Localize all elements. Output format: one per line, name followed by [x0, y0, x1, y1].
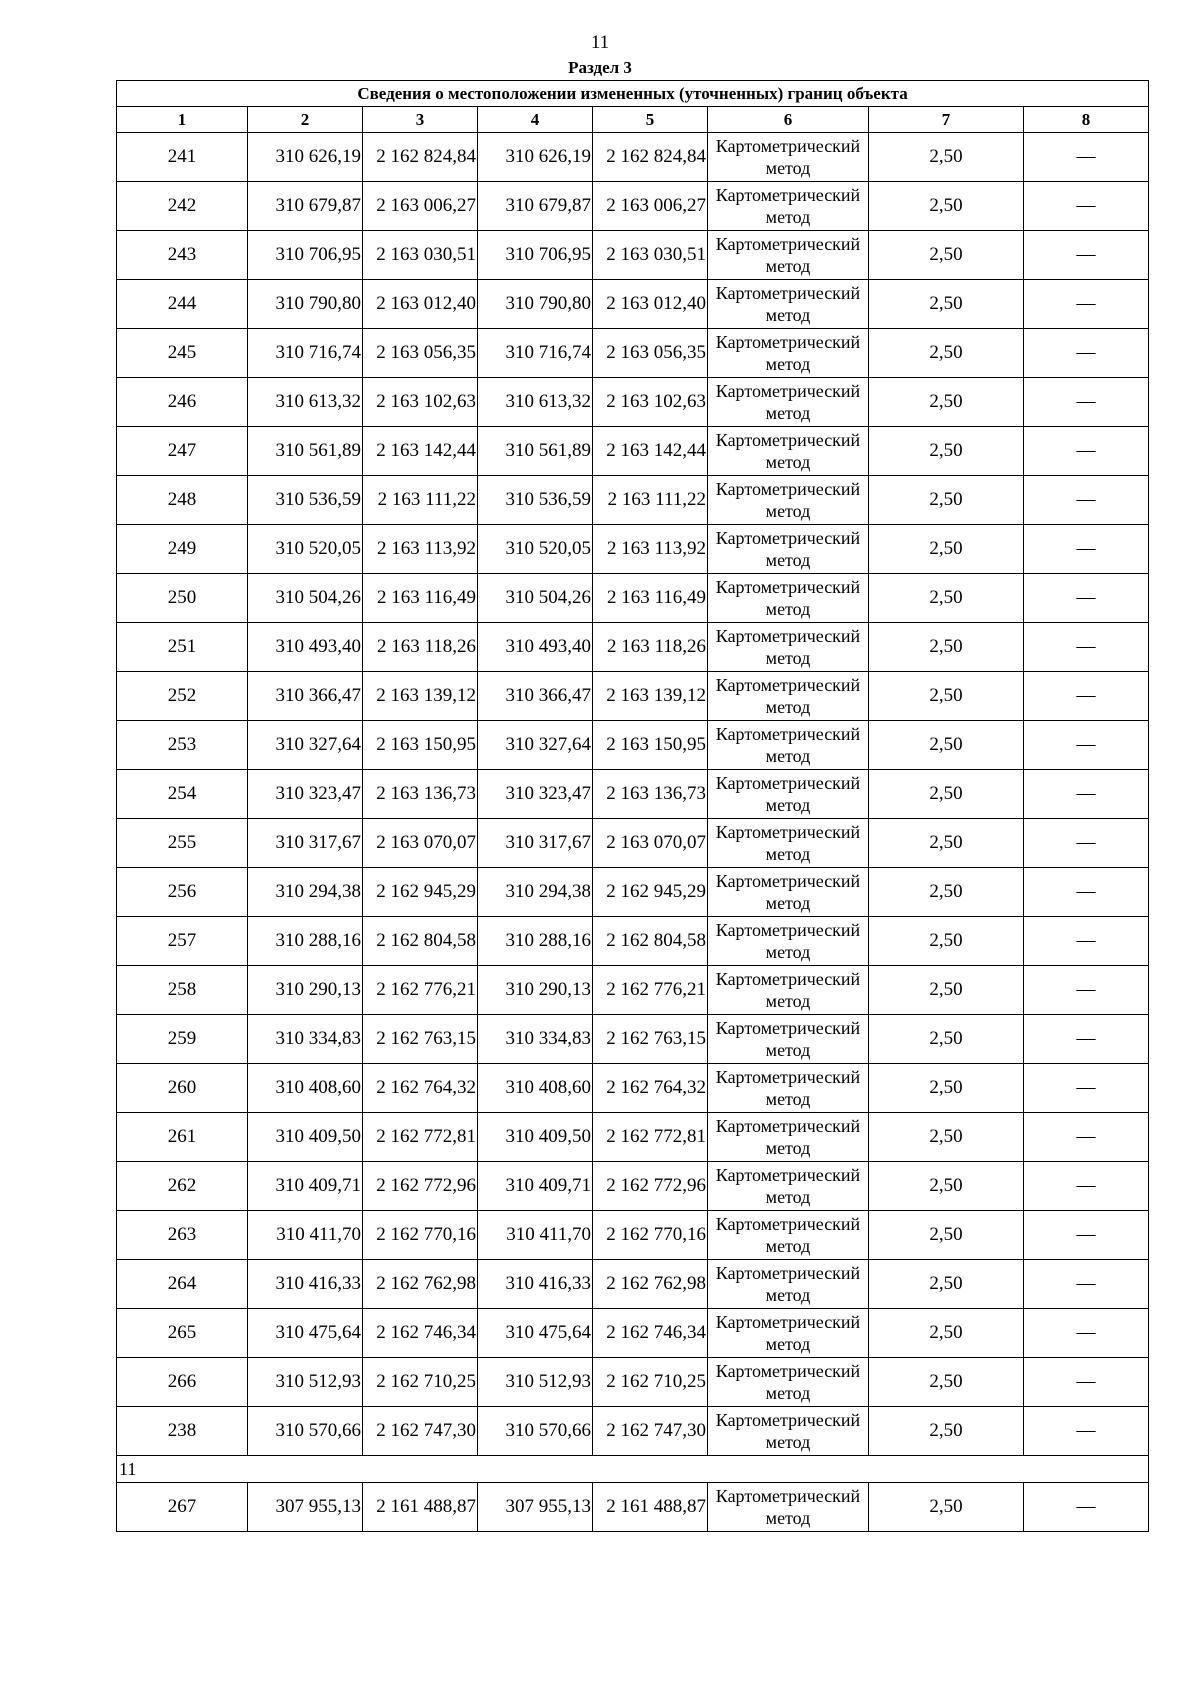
method-cell: Картометрический метод: [708, 1407, 869, 1456]
accuracy-cell: 2,50: [869, 1407, 1024, 1456]
y-coordinate-new-cell: 2 163 030,51: [593, 231, 708, 280]
x-coordinate-new-cell: 310 613,32: [478, 378, 593, 427]
method-cell: Картометрический метод: [708, 1483, 869, 1532]
method-cell: Картометрический метод: [708, 1309, 869, 1358]
x-coordinate-new-cell: 310 288,16: [478, 917, 593, 966]
x-coordinate-new-cell: 310 475,64: [478, 1309, 593, 1358]
accuracy-cell: 2,50: [869, 819, 1024, 868]
y-coordinate-new-cell: 2 162 824,84: [593, 133, 708, 182]
y-coordinate-old-cell: 2 162 710,25: [363, 1358, 478, 1407]
x-coordinate-new-cell: 310 408,60: [478, 1064, 593, 1113]
section-title: Раздел 3: [568, 58, 632, 77]
x-coordinate-new-cell: 310 790,80: [478, 280, 593, 329]
accuracy-cell: 2,50: [869, 1309, 1024, 1358]
accuracy-cell: 2,50: [869, 574, 1024, 623]
accuracy-cell: 2,50: [869, 868, 1024, 917]
accuracy-cell: 2,50: [869, 525, 1024, 574]
method-cell: Картометрический метод: [708, 378, 869, 427]
accuracy-cell: 2,50: [869, 721, 1024, 770]
point-number-cell: 265: [117, 1309, 248, 1358]
y-coordinate-new-cell: 2 163 139,12: [593, 672, 708, 721]
table-body: [117, 81, 1149, 1532]
table-row: [117, 133, 1149, 182]
x-coordinate-new-cell: 310 409,50: [478, 1113, 593, 1162]
point-number-cell: 257: [117, 917, 248, 966]
x-coordinate-old-cell: 307 955,13: [248, 1483, 363, 1532]
table-row: [117, 1113, 1149, 1162]
description-cell: —: [1024, 1407, 1149, 1456]
y-coordinate-new-cell: 2 162 804,58: [593, 917, 708, 966]
description-cell: —: [1024, 182, 1149, 231]
x-coordinate-old-cell: 310 790,80: [248, 280, 363, 329]
point-number-cell: 251: [117, 623, 248, 672]
description-cell: —: [1024, 1260, 1149, 1309]
x-coordinate-new-cell: 310 409,71: [478, 1162, 593, 1211]
x-coordinate-old-cell: 310 520,05: [248, 525, 363, 574]
method-cell: Картометрический метод: [708, 966, 869, 1015]
y-coordinate-old-cell: 2 161 488,87: [363, 1483, 478, 1532]
table-caption: Сведения о местоположении измененных (уточненных) границ объекта: [117, 81, 1149, 107]
description-cell: —: [1024, 1113, 1149, 1162]
point-number-cell: 246: [117, 378, 248, 427]
method-cell: Картометрический метод: [708, 1260, 869, 1309]
point-number-cell: 261: [117, 1113, 248, 1162]
x-coordinate-new-cell: 310 317,67: [478, 819, 593, 868]
description-cell: —: [1024, 770, 1149, 819]
y-coordinate-old-cell: 2 163 012,40: [363, 280, 478, 329]
point-number-cell: 250: [117, 574, 248, 623]
y-coordinate-old-cell: 2 163 150,95: [363, 721, 478, 770]
x-coordinate-old-cell: 310 561,89: [248, 427, 363, 476]
x-coordinate-old-cell: 310 679,87: [248, 182, 363, 231]
x-coordinate-new-cell: 310 512,93: [478, 1358, 593, 1407]
y-coordinate-new-cell: 2 163 070,07: [593, 819, 708, 868]
x-coordinate-new-cell: 310 561,89: [478, 427, 593, 476]
point-number-cell: 248: [117, 476, 248, 525]
method-cell: Картометрический метод: [708, 1162, 869, 1211]
y-coordinate-old-cell: 2 163 070,07: [363, 819, 478, 868]
x-coordinate-old-cell: 310 570,66: [248, 1407, 363, 1456]
table-row: [117, 280, 1149, 329]
page-number: 11: [590, 32, 610, 53]
table-row: [117, 1162, 1149, 1211]
x-coordinate-old-cell: 310 408,60: [248, 1064, 363, 1113]
x-coordinate-old-cell: 310 317,67: [248, 819, 363, 868]
point-number-cell: 267: [117, 1483, 248, 1532]
y-coordinate-old-cell: 2 163 139,12: [363, 672, 478, 721]
description-cell: —: [1024, 1211, 1149, 1260]
table-row: [117, 574, 1149, 623]
description-cell: —: [1024, 427, 1149, 476]
column-number: 1: [117, 107, 248, 133]
column-number: 4: [478, 107, 593, 133]
x-coordinate-old-cell: 310 493,40: [248, 623, 363, 672]
accuracy-cell: 2,50: [869, 1015, 1024, 1064]
point-number-cell: 253: [117, 721, 248, 770]
description-cell: —: [1024, 966, 1149, 1015]
y-coordinate-new-cell: 2 163 111,22: [593, 476, 708, 525]
x-coordinate-new-cell: 310 716,74: [478, 329, 593, 378]
y-coordinate-old-cell: 2 163 006,27: [363, 182, 478, 231]
table-row: [117, 623, 1149, 672]
column-number: 7: [869, 107, 1024, 133]
accuracy-cell: 2,50: [869, 1113, 1024, 1162]
method-cell: Картометрический метод: [708, 427, 869, 476]
method-cell: Картометрический метод: [708, 623, 869, 672]
table-row: [117, 427, 1149, 476]
description-cell: —: [1024, 623, 1149, 672]
description-cell: —: [1024, 329, 1149, 378]
description-cell: —: [1024, 378, 1149, 427]
table-row: [117, 721, 1149, 770]
table-caption-row: [117, 81, 1149, 107]
point-number-cell: 244: [117, 280, 248, 329]
table-row: [117, 1483, 1149, 1532]
y-coordinate-old-cell: 2 162 770,16: [363, 1211, 478, 1260]
y-coordinate-new-cell: 2 162 710,25: [593, 1358, 708, 1407]
y-coordinate-new-cell: 2 162 776,21: [593, 966, 708, 1015]
x-coordinate-new-cell: 310 327,64: [478, 721, 593, 770]
x-coordinate-old-cell: 310 706,95: [248, 231, 363, 280]
x-coordinate-new-cell: 310 416,33: [478, 1260, 593, 1309]
x-coordinate-new-cell: 310 504,26: [478, 574, 593, 623]
description-cell: —: [1024, 1162, 1149, 1211]
description-cell: —: [1024, 917, 1149, 966]
table-row: [117, 1358, 1149, 1407]
x-coordinate-old-cell: 310 512,93: [248, 1358, 363, 1407]
method-cell: Картометрический метод: [708, 1211, 869, 1260]
table-row: [117, 672, 1149, 721]
x-coordinate-new-cell: 310 366,47: [478, 672, 593, 721]
description-cell: —: [1024, 231, 1149, 280]
point-number-cell: 241: [117, 133, 248, 182]
x-coordinate-old-cell: 310 504,26: [248, 574, 363, 623]
y-coordinate-new-cell: 2 162 772,81: [593, 1113, 708, 1162]
x-coordinate-new-cell: 310 570,66: [478, 1407, 593, 1456]
table-row: [117, 378, 1149, 427]
column-numbers-row: [117, 107, 1149, 133]
table-row: [117, 770, 1149, 819]
y-coordinate-new-cell: 2 163 116,49: [593, 574, 708, 623]
y-coordinate-old-cell: 2 162 804,58: [363, 917, 478, 966]
method-cell: Картометрический метод: [708, 1064, 869, 1113]
column-number: 6: [708, 107, 869, 133]
description-cell: —: [1024, 476, 1149, 525]
column-number: 8: [1024, 107, 1149, 133]
table-row: [117, 966, 1149, 1015]
accuracy-cell: 2,50: [869, 623, 1024, 672]
method-cell: Картометрический метод: [708, 868, 869, 917]
method-cell: Картометрический метод: [708, 182, 869, 231]
description-cell: —: [1024, 1358, 1149, 1407]
contour-label: 11: [117, 1456, 1149, 1483]
method-cell: Картометрический метод: [708, 133, 869, 182]
y-coordinate-old-cell: 2 163 030,51: [363, 231, 478, 280]
point-number-cell: 247: [117, 427, 248, 476]
description-cell: —: [1024, 280, 1149, 329]
y-coordinate-new-cell: 2 162 746,34: [593, 1309, 708, 1358]
accuracy-cell: 2,50: [869, 672, 1024, 721]
y-coordinate-old-cell: 2 163 056,35: [363, 329, 478, 378]
method-cell: Картометрический метод: [708, 525, 869, 574]
y-coordinate-old-cell: 2 162 764,32: [363, 1064, 478, 1113]
table-row: [117, 1015, 1149, 1064]
table-row: [117, 1309, 1149, 1358]
x-coordinate-old-cell: 310 411,70: [248, 1211, 363, 1260]
point-number-cell: 262: [117, 1162, 248, 1211]
y-coordinate-old-cell: 2 163 118,26: [363, 623, 478, 672]
y-coordinate-new-cell: 2 163 142,44: [593, 427, 708, 476]
point-number-cell: 263: [117, 1211, 248, 1260]
y-coordinate-new-cell: 2 163 118,26: [593, 623, 708, 672]
y-coordinate-new-cell: 2 163 012,40: [593, 280, 708, 329]
y-coordinate-new-cell: 2 162 772,96: [593, 1162, 708, 1211]
y-coordinate-new-cell: 2 162 763,15: [593, 1015, 708, 1064]
x-coordinate-old-cell: 310 327,64: [248, 721, 363, 770]
accuracy-cell: 2,50: [869, 378, 1024, 427]
table-row: [117, 917, 1149, 966]
description-cell: —: [1024, 1309, 1149, 1358]
accuracy-cell: 2,50: [869, 133, 1024, 182]
y-coordinate-old-cell: 2 162 763,15: [363, 1015, 478, 1064]
y-coordinate-old-cell: 2 163 116,49: [363, 574, 478, 623]
method-cell: Картометрический метод: [708, 721, 869, 770]
point-number-cell: 256: [117, 868, 248, 917]
x-coordinate-new-cell: 310 334,83: [478, 1015, 593, 1064]
table-row: [117, 329, 1149, 378]
x-coordinate-new-cell: 307 955,13: [478, 1483, 593, 1532]
accuracy-cell: 2,50: [869, 1211, 1024, 1260]
accuracy-cell: 2,50: [869, 1483, 1024, 1532]
table-row: [117, 476, 1149, 525]
y-coordinate-new-cell: 2 163 113,92: [593, 525, 708, 574]
x-coordinate-new-cell: 310 323,47: [478, 770, 593, 819]
table-row: [117, 1407, 1149, 1456]
x-coordinate-new-cell: 310 679,87: [478, 182, 593, 231]
x-coordinate-new-cell: 310 536,59: [478, 476, 593, 525]
table-row: [117, 819, 1149, 868]
table-row: [117, 525, 1149, 574]
accuracy-cell: 2,50: [869, 427, 1024, 476]
accuracy-cell: 2,50: [869, 476, 1024, 525]
point-number-cell: 266: [117, 1358, 248, 1407]
y-coordinate-old-cell: 2 162 762,98: [363, 1260, 478, 1309]
x-coordinate-new-cell: 310 520,05: [478, 525, 593, 574]
method-cell: Картометрический метод: [708, 476, 869, 525]
contour-row: [117, 1456, 1149, 1483]
point-number-cell: 238: [117, 1407, 248, 1456]
x-coordinate-old-cell: 310 475,64: [248, 1309, 363, 1358]
y-coordinate-new-cell: 2 162 747,30: [593, 1407, 708, 1456]
description-cell: —: [1024, 868, 1149, 917]
y-coordinate-new-cell: 2 161 488,87: [593, 1483, 708, 1532]
accuracy-cell: 2,50: [869, 182, 1024, 231]
x-coordinate-new-cell: 310 626,19: [478, 133, 593, 182]
description-cell: —: [1024, 819, 1149, 868]
table-row: [117, 231, 1149, 280]
point-number-cell: 243: [117, 231, 248, 280]
accuracy-cell: 2,50: [869, 1260, 1024, 1309]
x-coordinate-old-cell: 310 290,13: [248, 966, 363, 1015]
point-number-cell: 258: [117, 966, 248, 1015]
y-coordinate-new-cell: 2 162 762,98: [593, 1260, 708, 1309]
point-number-cell: 242: [117, 182, 248, 231]
x-coordinate-old-cell: 310 334,83: [248, 1015, 363, 1064]
table-row: [117, 868, 1149, 917]
y-coordinate-new-cell: 2 163 102,63: [593, 378, 708, 427]
column-number: 2: [248, 107, 363, 133]
x-coordinate-old-cell: 310 288,16: [248, 917, 363, 966]
method-cell: Картометрический метод: [708, 1113, 869, 1162]
y-coordinate-new-cell: 2 162 770,16: [593, 1211, 708, 1260]
y-coordinate-new-cell: 2 163 136,73: [593, 770, 708, 819]
coordinates-table: [116, 80, 1149, 1532]
table-row: [117, 1260, 1149, 1309]
x-coordinate-old-cell: 310 716,74: [248, 329, 363, 378]
y-coordinate-old-cell: 2 162 776,21: [363, 966, 478, 1015]
x-coordinate-old-cell: 310 536,59: [248, 476, 363, 525]
x-coordinate-old-cell: 310 416,33: [248, 1260, 363, 1309]
method-cell: Картометрический метод: [708, 231, 869, 280]
method-cell: Картометрический метод: [708, 1015, 869, 1064]
point-number-cell: 254: [117, 770, 248, 819]
point-number-cell: 252: [117, 672, 248, 721]
x-coordinate-old-cell: 310 409,50: [248, 1113, 363, 1162]
y-coordinate-old-cell: 2 163 111,22: [363, 476, 478, 525]
y-coordinate-old-cell: 2 162 824,84: [363, 133, 478, 182]
accuracy-cell: 2,50: [869, 280, 1024, 329]
y-coordinate-old-cell: 2 163 136,73: [363, 770, 478, 819]
accuracy-cell: 2,50: [869, 329, 1024, 378]
description-cell: —: [1024, 525, 1149, 574]
point-number-cell: 264: [117, 1260, 248, 1309]
x-coordinate-old-cell: 310 626,19: [248, 133, 363, 182]
method-cell: Картометрический метод: [708, 329, 869, 378]
x-coordinate-new-cell: 310 290,13: [478, 966, 593, 1015]
description-cell: —: [1024, 133, 1149, 182]
y-coordinate-old-cell: 2 163 142,44: [363, 427, 478, 476]
y-coordinate-new-cell: 2 163 150,95: [593, 721, 708, 770]
accuracy-cell: 2,50: [869, 966, 1024, 1015]
y-coordinate-new-cell: 2 162 764,32: [593, 1064, 708, 1113]
accuracy-cell: 2,50: [869, 1162, 1024, 1211]
method-cell: Картометрический метод: [708, 1358, 869, 1407]
method-cell: Картометрический метод: [708, 672, 869, 721]
x-coordinate-new-cell: 310 706,95: [478, 231, 593, 280]
y-coordinate-new-cell: 2 162 945,29: [593, 868, 708, 917]
x-coordinate-old-cell: 310 409,71: [248, 1162, 363, 1211]
point-number-cell: 245: [117, 329, 248, 378]
y-coordinate-old-cell: 2 162 945,29: [363, 868, 478, 917]
point-number-cell: 260: [117, 1064, 248, 1113]
y-coordinate-old-cell: 2 162 747,30: [363, 1407, 478, 1456]
y-coordinate-new-cell: 2 163 056,35: [593, 329, 708, 378]
x-coordinate-old-cell: 310 323,47: [248, 770, 363, 819]
description-cell: —: [1024, 721, 1149, 770]
description-cell: —: [1024, 672, 1149, 721]
y-coordinate-old-cell: 2 162 772,96: [363, 1162, 478, 1211]
x-coordinate-new-cell: 310 294,38: [478, 868, 593, 917]
y-coordinate-old-cell: 2 163 102,63: [363, 378, 478, 427]
y-coordinate-old-cell: 2 162 746,34: [363, 1309, 478, 1358]
point-number-cell: 249: [117, 525, 248, 574]
x-coordinate-new-cell: 310 411,70: [478, 1211, 593, 1260]
description-cell: —: [1024, 1064, 1149, 1113]
description-cell: —: [1024, 574, 1149, 623]
x-coordinate-new-cell: 310 493,40: [478, 623, 593, 672]
accuracy-cell: 2,50: [869, 231, 1024, 280]
method-cell: Картометрический метод: [708, 770, 869, 819]
description-cell: —: [1024, 1483, 1149, 1532]
method-cell: Картометрический метод: [708, 574, 869, 623]
y-coordinate-old-cell: 2 163 113,92: [363, 525, 478, 574]
table-row: [117, 1211, 1149, 1260]
y-coordinate-new-cell: 2 163 006,27: [593, 182, 708, 231]
table-row: [117, 182, 1149, 231]
x-coordinate-old-cell: 310 366,47: [248, 672, 363, 721]
accuracy-cell: 2,50: [869, 770, 1024, 819]
point-number-cell: 255: [117, 819, 248, 868]
column-number: 5: [593, 107, 708, 133]
accuracy-cell: 2,50: [869, 917, 1024, 966]
x-coordinate-old-cell: 310 613,32: [248, 378, 363, 427]
x-coordinate-old-cell: 310 294,38: [248, 868, 363, 917]
method-cell: Картометрический метод: [708, 917, 869, 966]
column-number: 3: [363, 107, 478, 133]
method-cell: Картометрический метод: [708, 819, 869, 868]
method-cell: Картометрический метод: [708, 280, 869, 329]
y-coordinate-old-cell: 2 162 772,81: [363, 1113, 478, 1162]
accuracy-cell: 2,50: [869, 1358, 1024, 1407]
table-row: [117, 1064, 1149, 1113]
point-number-cell: 259: [117, 1015, 248, 1064]
description-cell: —: [1024, 1015, 1149, 1064]
accuracy-cell: 2,50: [869, 1064, 1024, 1113]
